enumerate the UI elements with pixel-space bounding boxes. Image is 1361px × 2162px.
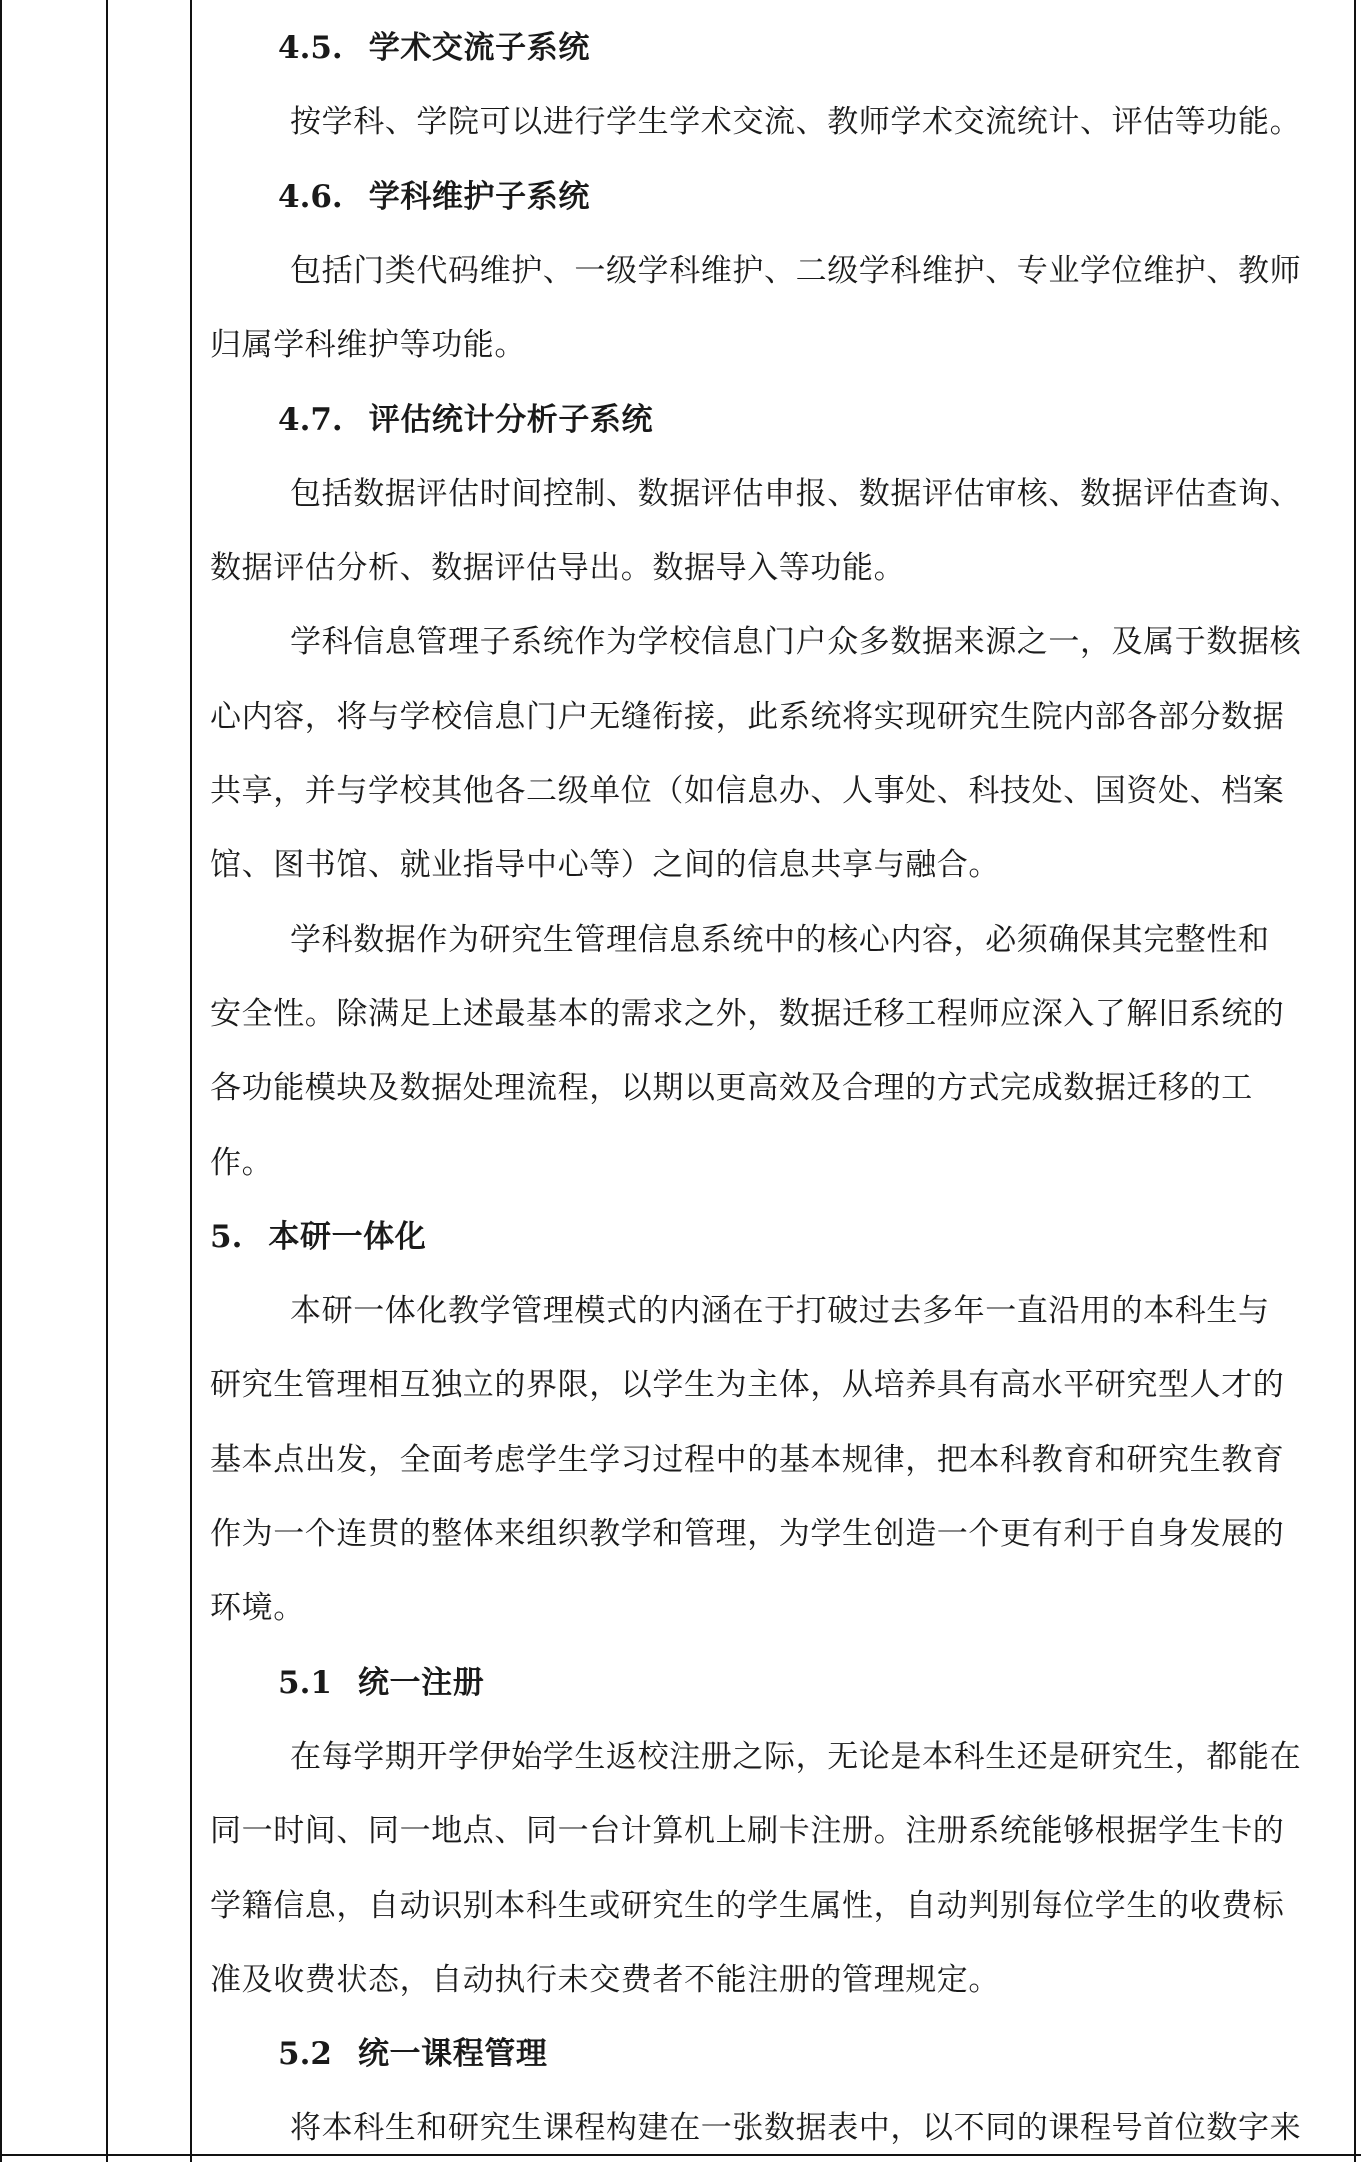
paragraph-line: 共享，并与学校其他各二级单位（如信息办、人事处、科技处、国资处、档案 [210,773,1285,809]
paragraph-line: 环境。 [210,1590,305,1627]
paragraph-line: 本研一体化教学管理模式的内涵在于打破过去多年一直沿用的本科生与 [290,1293,1270,1330]
paragraph-line: 作。 [210,1144,274,1181]
table-column-divider-2 [190,0,192,2162]
section-number: 5.2 [278,2036,332,2073]
section-title: 评估统计分析子系统 [368,401,654,438]
paragraph-line: 准及收费状态，自动执行未交费者不能注册的管理规定。 [210,1961,1000,1998]
table-border-left [0,0,2,2162]
section-heading [278,177,590,217]
section-title: 学术交流子系统 [368,30,590,66]
paragraph-line: 按学科、学院可以进行学生学术交流、教师学术交流统计、评估等功能。 [290,104,1302,141]
paragraph-line: 作为一个连贯的整体来组织教学和管理，为学生创造一个更有利于自身发展的 [210,1516,1285,1552]
section-number: 5. [210,1218,243,1255]
section-heading [278,2034,548,2074]
paragraph-line: 学科信息管理子系统作为学校信息门户众多数据来源之一，及属于数据核 [290,624,1302,661]
section-heading [210,1217,426,1257]
section-title: 统一课程管理 [357,2036,548,2073]
section-title: 本研一体化 [268,1218,427,1255]
section-heading [278,28,590,68]
paragraph-line: 在每学期开学伊始学生返校注册之际，无论是本科生还是研究生，都能在 [290,1738,1302,1775]
paragraph-line: 各功能模块及数据处理流程，以期以更高效及合理的方式完成数据迁移的工 [210,1070,1253,1107]
section-title: 学科维护子系统 [368,178,590,215]
paragraph-line: 基本点出发，全面考虑学生学习过程中的基本规律，把本科教育和研究生教育 [210,1441,1285,1478]
section-title: 统一注册 [357,1664,485,1701]
section-heading [278,400,653,440]
paragraph-line: 将本科生和研究生课程构建在一张数据表中，以不同的课程号首位数字来 [290,2110,1302,2147]
paragraph-line: 学科数据作为研究生管理信息系统中的核心内容，必须确保其完整性和 [290,921,1270,958]
paragraph-line: 馆、图书馆、就业指导中心等）之间的信息共享与融合。 [210,847,1000,884]
paragraph-line: 包括门类代码维护、一级学科维护、二级学科维护、专业学位维护、教师 [290,252,1302,289]
table-border-bottom [0,2154,1361,2156]
section-number: 4.5. [278,30,343,66]
paragraph-line: 心内容，将与学校信息门户无缝衔接，此系统将实现研究生院内部各部分数据 [210,698,1285,735]
paragraph-line: 安全性。除满足上述最基本的需求之外，数据迁移工程师应深入了解旧系统的 [210,995,1285,1032]
paragraph-line: 研究生管理相互独立的界限，以学生为主体，从培养具有高水平研究型人才的 [210,1367,1285,1404]
table-column-divider-1 [106,0,108,2162]
table-border-right [1354,0,1356,2162]
section-heading [278,1663,484,1703]
paragraph-line: 学籍信息，自动识别本科生或研究生的学生属性，自动判别每位学生的收费标 [210,1887,1285,1924]
paragraph-line: 同一时间、同一地点、同一台计算机上刷卡注册。注册系统能够根据学生卡的 [210,1813,1285,1850]
paragraph-line: 包括数据评估时间控制、数据评估申报、数据评估审核、数据评估查询、 [290,475,1302,512]
section-number: 4.7. [278,401,343,438]
section-number: 5.1 [278,1664,332,1701]
section-number: 4.6. [278,178,343,215]
paragraph-line: 归属学科维护等功能。 [210,327,526,364]
paragraph-line: 数据评估分析、数据评估导出。数据导入等功能。 [210,550,906,587]
